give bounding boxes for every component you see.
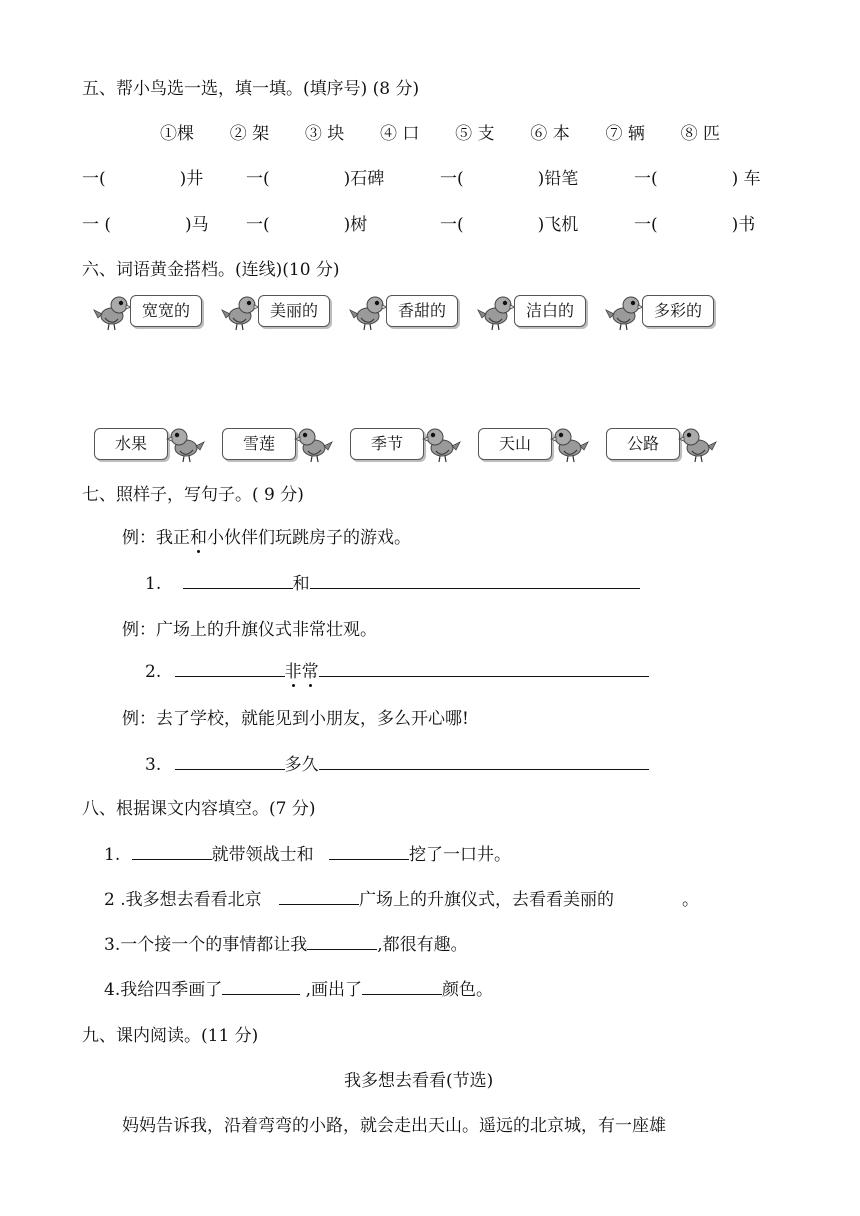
- option-7: ⑦ 辆: [605, 124, 645, 144]
- bird-icon: [92, 292, 132, 332]
- option-3: ③ 块: [304, 124, 345, 144]
- answer-blank[interactable]: [319, 658, 649, 677]
- bird-icon: [678, 424, 718, 464]
- word-card-bottom-5[interactable]: 公路: [606, 428, 680, 460]
- fill-r1-1: 一( )井: [82, 169, 204, 189]
- answer-blank[interactable]: [183, 570, 293, 589]
- answer-blank[interactable]: [132, 841, 212, 860]
- passage-title: 我多想去看看(节选): [344, 1071, 494, 1091]
- fill-r1-3: 一( )铅笔: [440, 169, 579, 189]
- option-2: ② 架: [229, 124, 270, 144]
- fill-r2-2: 一( )树: [246, 215, 368, 235]
- answer-blank[interactable]: [362, 976, 442, 995]
- word-card-bottom-2[interactable]: 雪莲: [222, 428, 296, 460]
- word-card-bottom-4[interactable]: 天山: [478, 428, 552, 460]
- answer-blank[interactable]: [319, 751, 649, 770]
- fill-line-4: 4.我给四季画了 ,画出了 颜色。: [104, 975, 493, 1000]
- word-card-top-4[interactable]: 洁白的: [514, 295, 586, 327]
- answer-blank[interactable]: [222, 976, 300, 995]
- word-card-top-3[interactable]: 香甜的: [386, 295, 458, 327]
- bird-icon: [604, 292, 644, 332]
- sentence-line-2: 2. 非常: [145, 657, 649, 682]
- fill-r2-4: 一( )书: [634, 215, 756, 235]
- example-sentence-1: 例：我正和小伙伴们玩跳房子的游戏。: [122, 528, 411, 548]
- answer-blank[interactable]: [307, 931, 377, 950]
- fill-line-1: 1. 就带领战士和 挖了一口井。: [104, 840, 511, 865]
- answer-blank[interactable]: [310, 570, 640, 589]
- answer-blank[interactable]: [279, 886, 359, 905]
- option-5: ⑤ 支: [455, 124, 495, 144]
- fill-r2-1: 一 ( )马: [82, 215, 209, 235]
- answer-blank[interactable]: [329, 841, 409, 860]
- fill-r1-4: 一( ) 车: [634, 169, 761, 189]
- section7-title: 七、照样子，写句子。( 9 分): [82, 485, 304, 505]
- answer-blank[interactable]: [175, 751, 285, 770]
- example-sentence-2: 例：广场上的升旗仪式非常壮观。: [122, 620, 377, 640]
- measure-word-options: [160, 119, 720, 144]
- example-sentence-3: 例：去了学校，就能见到小朋友，多么开心哪!: [122, 709, 469, 729]
- fill-r2-3: 一( )飞机: [440, 215, 579, 235]
- sentence-line-1: 1. 和: [145, 569, 640, 594]
- option-1: ①棵: [160, 124, 194, 144]
- bird-icon: [550, 424, 590, 464]
- option-8: ⑧ 匹: [680, 124, 720, 144]
- section8-title: 八、根据课文内容填空。(7 分): [82, 799, 316, 819]
- option-6: ⑥ 本: [530, 124, 570, 144]
- passage-line: 妈妈告诉我，沿着弯弯的小路，就会走出天山。遥远的北京城，有一座雄: [122, 1116, 666, 1136]
- bird-icon: [220, 292, 260, 332]
- word-card-bottom-3[interactable]: 季节: [350, 428, 424, 460]
- section9-title: 九、课内阅读。(11 分): [82, 1026, 259, 1046]
- bird-icon: [476, 292, 516, 332]
- word-card-top-1[interactable]: 宽宽的: [130, 295, 202, 327]
- bird-icon: [294, 424, 334, 464]
- section6-title: 六、词语黄金搭档。(连线)(10 分): [82, 260, 340, 280]
- word-card-top-5[interactable]: 多彩的: [642, 295, 714, 327]
- fill-r1-2: 一( )石碑: [246, 169, 385, 189]
- word-card-bottom-1[interactable]: 水果: [94, 428, 168, 460]
- bird-icon: [348, 292, 388, 332]
- fill-line-3: 3.一个接一个的事情都让我 ,都很有趣。: [104, 930, 468, 955]
- sentence-line-3: 3. 多久: [145, 750, 649, 775]
- option-4: ④ 口: [380, 124, 420, 144]
- answer-blank[interactable]: [175, 658, 285, 677]
- section5-title: 五、帮小鸟选一选，填一填。(填序号) (8 分): [82, 79, 420, 99]
- fill-line-2: 2 .我多想去看看北京 广场上的升旗仪式，去看看美丽的 。: [104, 885, 699, 910]
- bird-icon: [422, 424, 462, 464]
- word-card-top-2[interactable]: 美丽的: [258, 295, 330, 327]
- bird-icon: [166, 424, 206, 464]
